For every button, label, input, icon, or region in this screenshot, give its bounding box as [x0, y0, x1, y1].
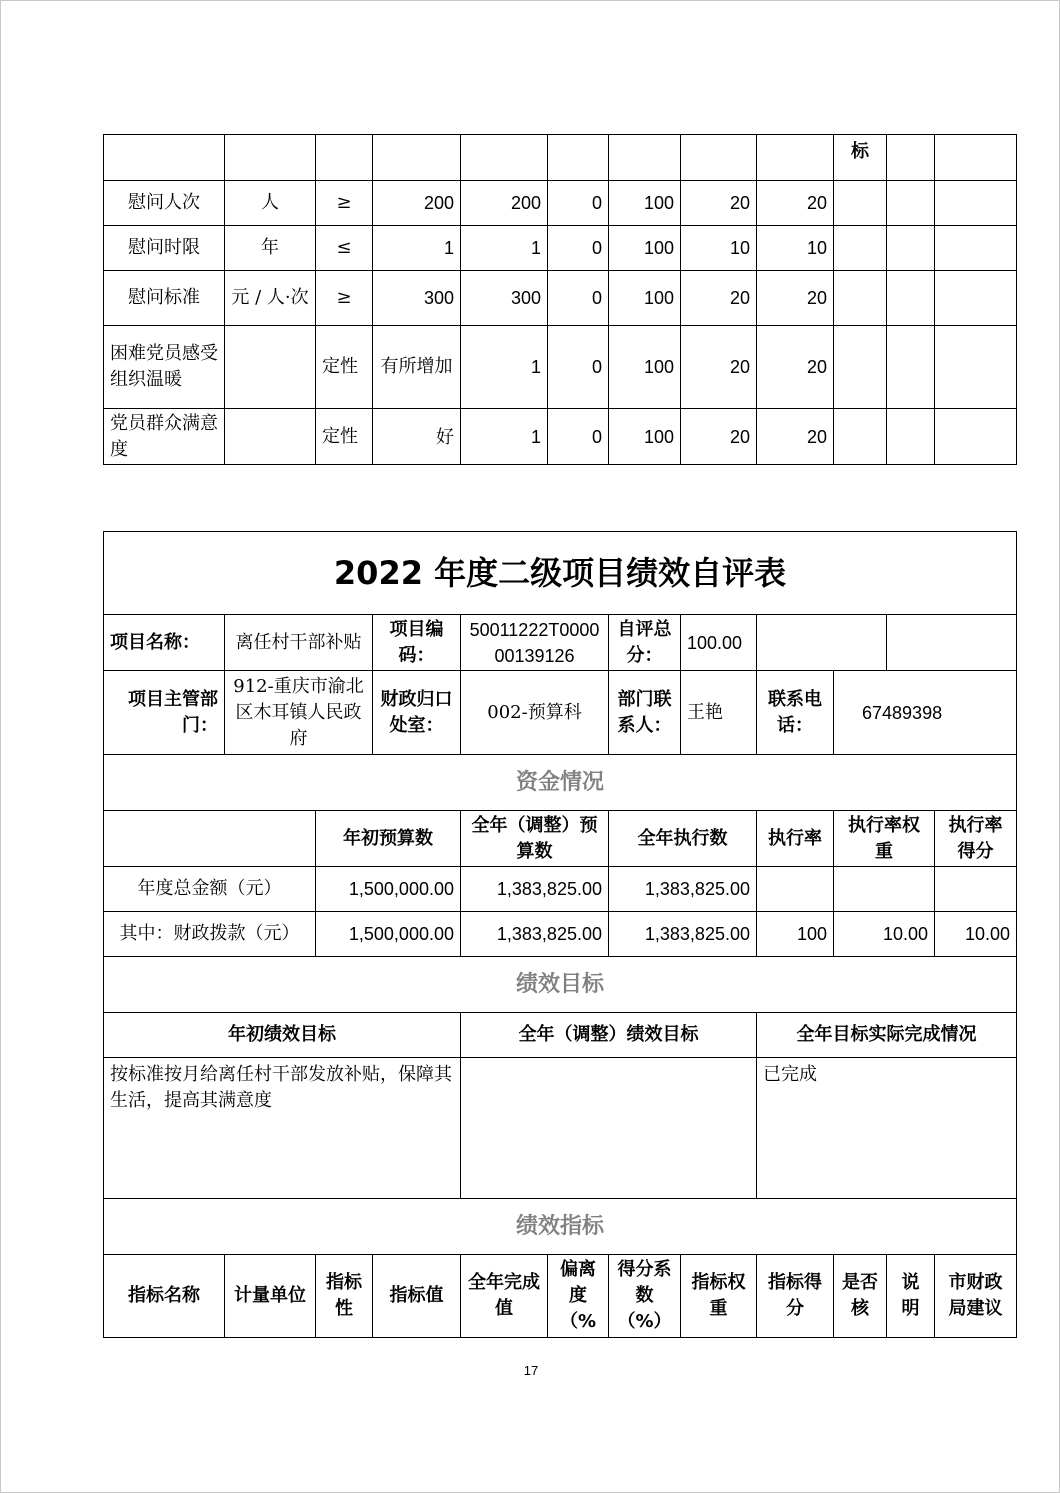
- indicator-header-deviation: 偏离度（%: [548, 1255, 609, 1338]
- indicator-name: 慰问标准: [104, 271, 225, 326]
- indicator-name: 慰问人次: [104, 181, 225, 226]
- goals-content-row: [104, 1058, 1017, 1199]
- goal-actual: 已完成: [757, 1058, 1017, 1199]
- indicator-coef: 100: [609, 226, 681, 271]
- funds-score: 10.00: [935, 912, 1017, 957]
- indicator-header-nature: 指标性: [316, 1255, 373, 1338]
- indicator-deviation: 0: [548, 326, 609, 409]
- page-number: 17: [523, 1363, 539, 1378]
- indicators-header-row: [104, 1255, 1017, 1338]
- indicator-actual: 1: [461, 409, 548, 465]
- indicator-value: 300: [373, 271, 461, 326]
- indicator-value: 有所增加: [373, 326, 461, 409]
- finance-office-label: 财政归口处室：: [373, 671, 461, 755]
- funds-rate: [757, 867, 834, 912]
- finance-office: 002-预算科: [461, 671, 609, 755]
- goals-section-title: 绩效目标: [104, 957, 1017, 1013]
- funds-weight: [834, 867, 935, 912]
- funds-adjusted: 1,383,825.00: [461, 912, 609, 957]
- self-score-label: 自评总分：: [609, 615, 681, 671]
- indicator-name: 困难党员感受组织温暖: [104, 326, 225, 409]
- indicator-weight: 20: [681, 409, 757, 465]
- indicator-actual: 300: [461, 271, 548, 326]
- goals-header-initial: 年初绩效目标: [104, 1013, 461, 1058]
- table-row: [104, 867, 1017, 912]
- project-code-label: 项目编码：: [373, 615, 461, 671]
- indicator-score: 20: [757, 271, 834, 326]
- indicator-header-actual: 全年完成值: [461, 1255, 548, 1338]
- indicator-value: 200: [373, 181, 461, 226]
- indicator-score: 10: [757, 226, 834, 271]
- project-info-row: [104, 615, 1017, 671]
- indicator-value: 1: [373, 226, 461, 271]
- funds-executed: 1,383,825.00: [609, 867, 757, 912]
- indicator-score: 20: [757, 326, 834, 409]
- indicator-weight: 20: [681, 271, 757, 326]
- form-title: 2022 年度二级项目绩效自评表: [104, 532, 1017, 615]
- indicator-unit: [225, 326, 316, 409]
- department: 912-重庆市渝北区木耳镇人民政府: [225, 671, 373, 755]
- goals-header-row: [104, 1013, 1017, 1058]
- funds-header-adjusted: 全年（调整）预算数: [461, 811, 609, 867]
- indicator-deviation: 0: [548, 271, 609, 326]
- table-row: [104, 271, 1017, 326]
- indicator-nature: ≥: [316, 181, 373, 226]
- funds-row-label: 年度总金额（元）: [104, 867, 316, 912]
- project-code: 50011222T000000139126: [461, 615, 609, 671]
- indicator-coef: 100: [609, 326, 681, 409]
- indicator-deviation: 0: [548, 409, 609, 465]
- phone-label: 联系电话：: [757, 671, 834, 755]
- indicator-nature: 定性: [316, 409, 373, 465]
- table-row: [104, 409, 1017, 465]
- funds-header-executed: 全年执行数: [609, 811, 757, 867]
- contact-label: 部门联系人：: [609, 671, 681, 755]
- table-row: [104, 135, 1017, 181]
- indicator-header-score: 指标得分: [757, 1255, 834, 1338]
- self-score: 100.00: [681, 615, 757, 671]
- header-fragment: 标: [834, 135, 887, 181]
- indicator-continuation-table: [103, 134, 1017, 465]
- funds-rate: 100: [757, 912, 834, 957]
- indicator-weight: 10: [681, 226, 757, 271]
- indicator-header-coef: 得分系数（%）: [609, 1255, 681, 1338]
- project-name-label: 项目名称：: [104, 615, 225, 671]
- indicator-unit: 年: [225, 226, 316, 271]
- contact-person: 王艳: [681, 671, 757, 755]
- funds-header-weight: 执行率权重: [834, 811, 935, 867]
- indicator-deviation: 0: [548, 181, 609, 226]
- indicator-value: 好: [373, 409, 461, 465]
- indicator-name: 慰问时限: [104, 226, 225, 271]
- indicator-unit: [225, 409, 316, 465]
- funds-header-budget: 年初预算数: [316, 811, 461, 867]
- goals-header-adjusted: 全年（调整）绩效目标: [461, 1013, 757, 1058]
- table-row: [104, 226, 1017, 271]
- indicator-weight: 20: [681, 181, 757, 226]
- funds-score: [935, 867, 1017, 912]
- funds-header-rate: 执行率: [757, 811, 834, 867]
- table-row: [104, 912, 1017, 957]
- indicator-header-unit: 计量单位: [225, 1255, 316, 1338]
- indicator-deviation: 0: [548, 226, 609, 271]
- goals-header-actual: 全年目标实际完成情况: [757, 1013, 1017, 1058]
- indicator-unit: 人: [225, 181, 316, 226]
- department-label: 项目主管部门：: [104, 671, 225, 755]
- indicator-coef: 100: [609, 271, 681, 326]
- table-row: [104, 326, 1017, 409]
- funds-budget: 1,500,000.00: [316, 912, 461, 957]
- indicator-actual: 200: [461, 181, 548, 226]
- funds-executed: 1,383,825.00: [609, 912, 757, 957]
- indicator-actual: 1: [461, 226, 548, 271]
- funds-row-label: 其中：财政拨款（元）: [104, 912, 316, 957]
- indicator-header-core: 是否核: [834, 1255, 887, 1338]
- project-name: 离任村干部补贴: [225, 615, 373, 671]
- phone-number: 67489398: [834, 671, 1017, 755]
- funds-weight: 10.00: [834, 912, 935, 957]
- indicator-name: 党员群众满意度: [104, 409, 225, 465]
- self-evaluation-form: [103, 531, 1017, 1338]
- funds-adjusted: 1,383,825.00: [461, 867, 609, 912]
- indicator-coef: 100: [609, 181, 681, 226]
- indicator-header-weight: 指标权重: [681, 1255, 757, 1338]
- indicator-nature: ≤: [316, 226, 373, 271]
- funds-header-row: [104, 811, 1017, 867]
- indicator-score: 20: [757, 181, 834, 226]
- indicator-coef: 100: [609, 409, 681, 465]
- funds-budget: 1,500,000.00: [316, 867, 461, 912]
- indicator-unit: 元 / 人·次: [225, 271, 316, 326]
- funds-section-title: 资金情况: [104, 755, 1017, 811]
- department-row: [104, 671, 1017, 755]
- goal-initial: 按标准按月给离任村干部发放补贴，保障其生活，提高其满意度: [104, 1058, 461, 1199]
- funds-header-score: 执行率得分: [935, 811, 1017, 867]
- indicator-header-suggestion: 市财政局建议: [935, 1255, 1017, 1338]
- indicator-actual: 1: [461, 326, 548, 409]
- indicators-section-title: 绩效指标: [104, 1199, 1017, 1255]
- indicator-header-value: 指标值: [373, 1255, 461, 1338]
- indicator-nature: ≥: [316, 271, 373, 326]
- table-row: [104, 181, 1017, 226]
- indicator-weight: 20: [681, 326, 757, 409]
- indicator-header-note: 说明: [887, 1255, 935, 1338]
- indicator-nature: 定性: [316, 326, 373, 409]
- indicator-header-name: 指标名称: [104, 1255, 225, 1338]
- goal-adjusted: [461, 1058, 757, 1199]
- indicator-score: 20: [757, 409, 834, 465]
